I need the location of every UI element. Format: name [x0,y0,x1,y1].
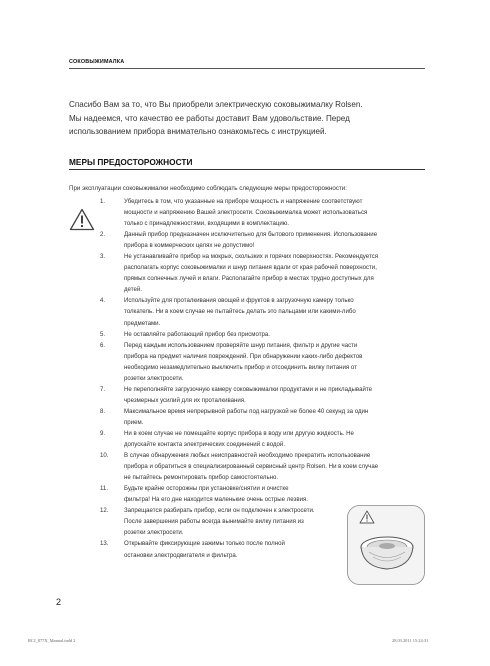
list-item-line: прибора на предмет наличия повреждений. При обнаружении каких-либо дефектов [124,352,363,360]
list-item-line: розетки электросети. [124,529,184,537]
list-item-number: 4. [100,297,106,305]
list-item-text [124,450,432,483]
list-item-text [124,196,432,229]
list-item-number: 10. [100,452,109,460]
list-item-line: чрезмерных усилий для их проталкивания. [124,396,246,404]
list-item-line: располагать корпус соковыжималки и шнур питания вдали от края рабочей поверхности, [124,264,377,272]
list-item [100,450,432,483]
list-item-line: розетки электросети. [124,374,184,382]
list-item-line: Данный прибор предназначен исключительно для бытового применения. Использование [124,231,378,239]
list-item-line: Не оставляйте работающий прибор без присмотра. [124,330,270,338]
list-item-number: 1. [100,198,106,205]
list-item [100,384,432,406]
list-item-line: предметами. [124,319,161,327]
list-item-line: Не переполняйте загрузочную камеру соковыжималки продуктами и не прикладывайте [124,385,372,393]
list-item [100,340,432,384]
list-item-line: После завершения работы всегда вынимайте вилку питания из [124,518,304,526]
list-item-line: необходимо незамедлительно выключить прибор и отсоединить вилку питания от [124,363,357,371]
list-item-line: Перед каждым использованием проверяйте шнур питания, фильтр и другие части [124,341,358,349]
list-item-line: В случае обнаружения любых неисправностей необходимо прекратить использование [124,452,371,460]
print-slug-file: RCJ_877X_Manual.indd 2 [28,638,76,643]
list-item-text [124,406,432,428]
list-item-line: Ни в коем случае не помещайте корпус прибора в воду или другую жидкость. Не [124,429,354,437]
list-item-number: 8. [100,407,106,415]
list-item-text [124,384,432,406]
list-item-line: Открывайте фиксирующие зажимы только после полной [124,540,285,548]
list-item [100,295,432,328]
page-section-label: СОКОВЫЖИМАЛКА [69,59,125,65]
list-item-line: мощности и напряжению Вашей электросети. Соковыжималка может использоваться [124,209,368,217]
list-item [100,483,432,505]
list-item [100,406,432,428]
warning-triangle-icon [69,208,95,231]
list-item-text [124,340,432,384]
section-divider [69,169,425,170]
list-item-text [124,483,432,505]
list-item-number: 6. [100,341,106,349]
top-divider [69,68,425,69]
juicer-filter-illustration [347,505,425,585]
list-item-line: Не устанавливайте прибор на мокрых, скользких и горячих поверхностях. Рекомендуется [124,253,379,261]
list-item-line: фильтра! На его дне находится маленькие очень острые лезвия. [124,496,308,504]
list-item-number: 13. [100,540,109,548]
intro-line: Спасибо Вам за то, что Вы приобрели электрическую соковыжималку Rolsen. [69,100,363,109]
section-lead: При эксплуатации соковыжималки необходимо соблюдать следующие меры предосторожности: [69,185,347,192]
list-item-number: 7. [100,385,106,393]
list-item-line: детей. [124,286,142,294]
intro-paragraph [69,98,429,139]
list-item [100,329,432,340]
intro-line: Мы надеемся, что качество ее работы доставит Вам удовольствие. Перед [69,113,350,123]
list-item-text [124,251,432,295]
list-item-line: не пытайтесь ремонтировать прибор самостоятельно. [124,474,279,482]
list-item-line: прибора в коммерческих целях не допустимо! [124,242,255,250]
list-item-line: допускайте контакта электрических соединений с водой. [124,441,286,449]
list-item-line: прямых солнечных лучей и влаги. Располагайте прибор в местах трудно доступных для [124,275,374,283]
list-item-number: 9. [100,429,106,437]
list-item-line: прибора и обратиться в специализированный сервисный центр Rolsen. Ни в коем случае [124,463,379,471]
list-item-text [124,329,432,340]
list-item-line: прием. [124,418,144,426]
list-item-line: Максимальное время непрерывной работы под нагрузкой не более 40 секунд за один [124,407,369,415]
page-number: 2 [56,597,62,607]
list-item-line: только с принадлежностями, входящими в комплектацию. [124,220,290,228]
list-item-number: 3. [100,253,106,261]
print-slug-timestamp: 28.03.2011 15:24:31 [392,638,429,643]
list-item-number: 5. [100,330,106,338]
list-item-number: 11. [100,485,109,493]
list-item-line: Будьте крайне осторожны при установке/снятии и очистке [124,485,289,493]
list-item [100,251,432,295]
list-item-line: Используйте для проталкивания овощей и фруктов в загрузочную камеру только [124,297,354,305]
list-item-text [124,295,432,328]
list-item-line: Запрещается разбирать прибор, если он подключен к электросети. [124,507,315,515]
list-item-line: Убедитесь в том, что указанные на приборе мощность и напряжение соответствуют [124,198,363,205]
list-item-line: толкатель. Ни в коем случае не пытайтесь делать это пальцами или какими-либо [124,308,356,316]
list-item [100,229,432,251]
intro-line: использованием прибора внимательно ознакомьтесь с инструкцией. [69,127,327,137]
list-item [100,196,432,229]
list-item-number: 2. [100,231,106,239]
list-item-text [124,229,432,251]
list-item-text [124,428,432,450]
list-item-number: 12. [100,507,109,515]
list-item-line: остановки электродвигателя и фильтра. [124,551,238,559]
list-item [100,428,432,450]
section-title: МЕРЫ ПРЕДОСТОРОЖНОСТИ [69,157,193,167]
